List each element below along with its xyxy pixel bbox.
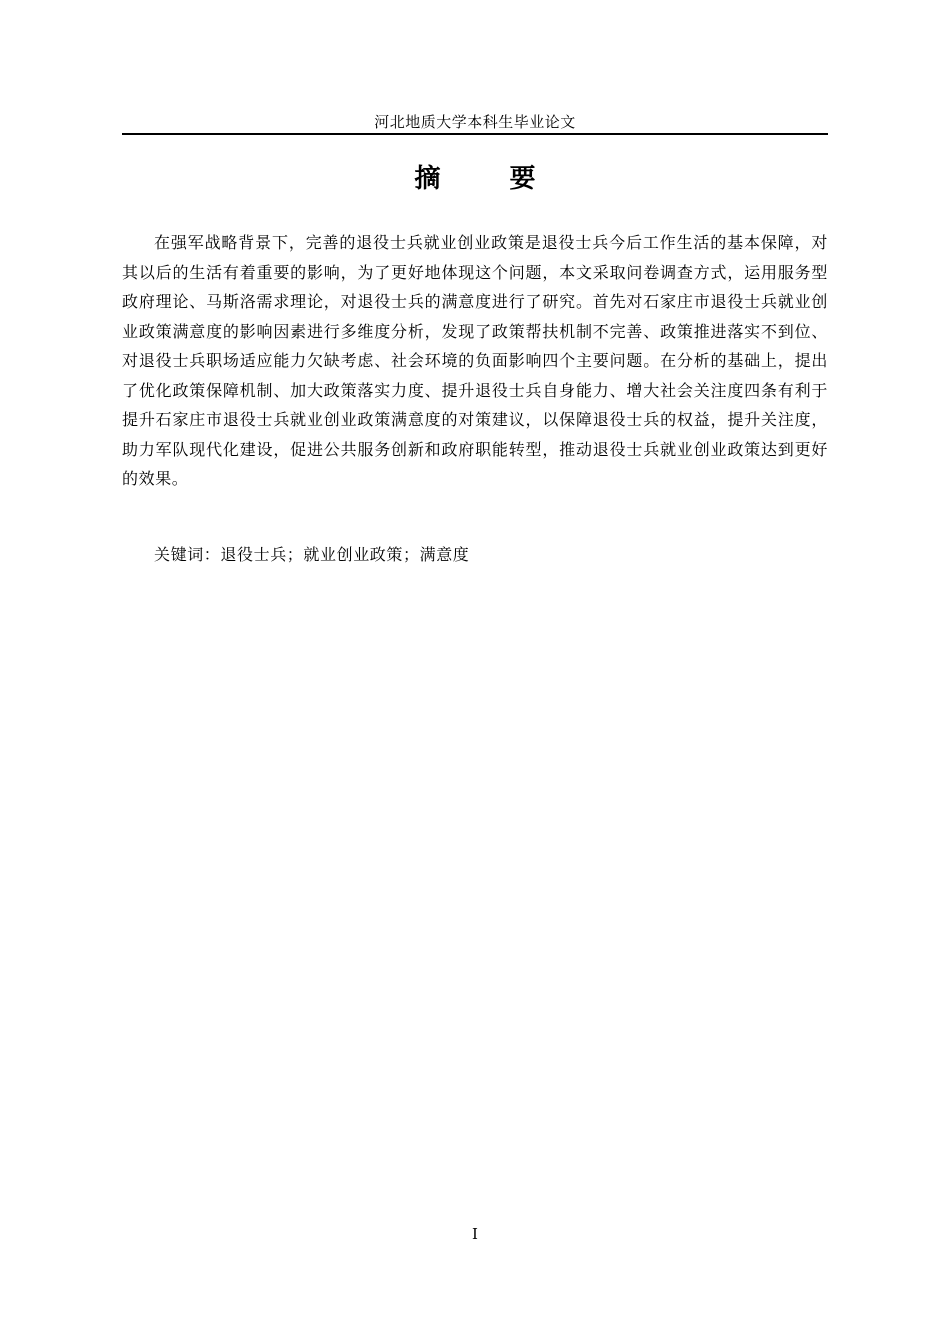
running-header: 河北地质大学本科生毕业论文 — [374, 113, 576, 131]
page-number: I — [472, 1225, 478, 1243]
abstract-paragraph: 在强军战略背景下，完善的退役士兵就业创业政策是退役士兵今后工作生活的基本保障，对其以后的生活有着重要的影响，为了更好地体现这个问题，本文采取问卷调查方式，运用服务型政府理论、马斯洛需求理论，对退役士兵的满意度进行了研究。首先对石家庄市退役士兵就业创业政策满意度的影响因素进行多维度分析，发现了政策帮扶机制不完善、政策推进落实不到位、对退役士兵职场适应能力欠缺考虑、社会环境的负面影响四个主要问题。在分析的基础上，提出了优化政策保障机制、加大政策落实力度、提升退役士兵自身能力、增大社会关注度四条有利于提升石家庄市退役士兵就业创业政策满意度的对策建议，以保障退役士兵的权益，提升关注度，助力军队现代化建设，促进公共服务创新和政府职能转型，推动退役士兵就业创业政策达到更好的效果。 — [122, 233, 828, 488]
abstract-title: 摘 要 — [414, 164, 566, 194]
keywords-line: 关键词：退役士兵；就业创业政策；满意度 — [154, 545, 470, 564]
header-rule — [122, 133, 828, 135]
